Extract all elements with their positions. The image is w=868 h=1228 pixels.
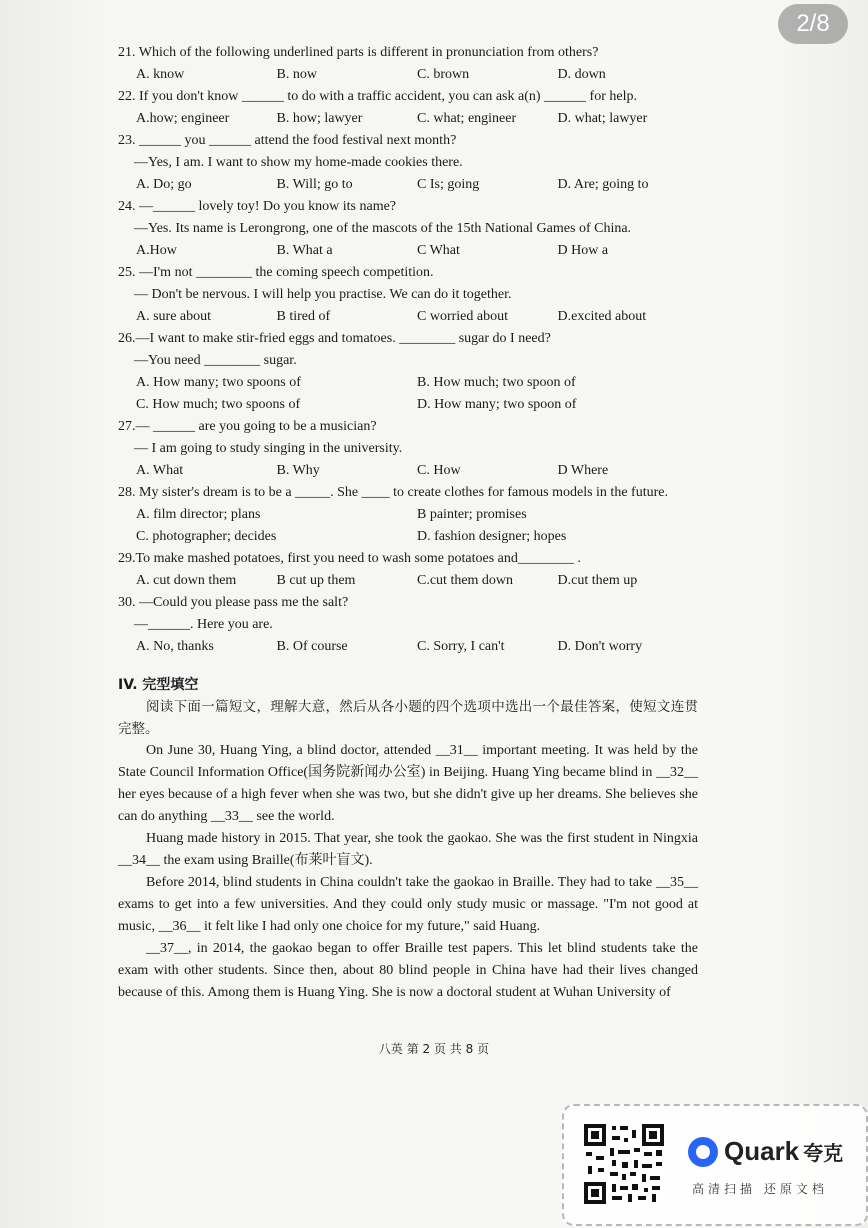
passage-paragraph: Before 2014, blind students in China couldn't take the gaokao in Braille. They had to take __35__ exams to get into a few universities. And they could only study music or massage. "I'm not good at music, __36__ it felt like I had only one choice for my future," said Huang.: [118, 875, 698, 934]
option: B tired of: [276, 309, 331, 324]
option: D How a: [557, 243, 609, 258]
question-26-options-row2: [118, 394, 698, 416]
option: D. Don't worry: [557, 639, 643, 654]
question-28: 28. My sister's dream is to be a _____. She ____ to create clothes for famous models in the future.: [118, 485, 668, 500]
question-27-options: [118, 460, 698, 482]
option: C. what; engineer: [417, 111, 517, 126]
question-23: 23. ______ you ______ attend the food festival next month?: [118, 133, 457, 148]
quark-scan-watermark[interactable]: [562, 1104, 868, 1226]
option: B. how; lawyer: [276, 111, 363, 126]
option: C What: [417, 243, 460, 258]
option: B. How much; two spoon of: [417, 375, 576, 390]
passage-paragraph: __37__, in 2014, the gaokao began to offer Braille test papers. This let blind students take the exam with other students. Since then, about 80 blind people in China have had their lives changed because of this. Among them is Huang Ying. She is now a doctoral student at Wuhan University of: [118, 941, 698, 1000]
quark-brand-name-cn: 夸克: [803, 1141, 844, 1165]
option: A. cut down them: [136, 573, 237, 588]
option: D. fashion designer; hopes: [417, 529, 567, 544]
option: B. What a: [276, 243, 333, 258]
question-21: 21. Which of the following underlined parts is different in pronunciation from others?: [118, 45, 599, 60]
question-29-options: [118, 570, 698, 592]
section-heading: IV. 完型填空: [118, 677, 199, 693]
question-30: 30. —Could you please pass me the salt?: [118, 595, 349, 610]
question-28-options-row2: [118, 526, 698, 548]
question-25: 25. —I'm not ________ the coming speech competition.: [118, 265, 434, 280]
option: C Is; going: [417, 177, 480, 192]
option: C.cut them down: [417, 573, 514, 588]
qr-code-icon: [582, 1122, 666, 1206]
option: D. How many; two spoon of: [417, 397, 577, 412]
page-indicator[interactable]: 2/8: [778, 4, 848, 44]
option: D.cut them up: [557, 573, 638, 588]
option: A.How: [136, 243, 177, 258]
option: C. Sorry, I can't: [417, 639, 505, 654]
exam-content: [118, 42, 698, 1004]
option: B. now: [276, 67, 317, 82]
option: C worried about: [417, 309, 508, 324]
question-28-options-row1: [118, 504, 698, 526]
option: D. what; lawyer: [557, 111, 648, 126]
question-24-options: [118, 240, 698, 262]
option: A. Do; go: [136, 177, 192, 192]
option: A. No, thanks: [136, 639, 214, 654]
question-23-reply: —Yes, I am. I want to show my home-made cookies there.: [134, 155, 463, 170]
question-26-reply: —You need ________ sugar.: [134, 353, 297, 368]
question-26-options-row1: [118, 372, 698, 394]
option: A.how; engineer: [136, 111, 230, 126]
question-29: 29.To make mashed potatoes, first you need to wash some potatoes and________ .: [118, 551, 581, 566]
option: A. How many; two spoons of: [136, 375, 301, 390]
option: D Where: [557, 463, 609, 478]
question-24-reply: —Yes. Its name is Lerongrong, one of the mascots of the 15th National Games of China.: [134, 221, 632, 236]
option: C. How: [417, 463, 461, 478]
quark-logo-icon: [688, 1137, 718, 1167]
section-instruction: 阅读下面一篇短文，理解大意，然后从各小题的四个选项中选出一个最佳答案，使短文连贯完整。: [118, 699, 698, 737]
question-30-options: [118, 636, 698, 658]
passage-paragraph: On June 30, Huang Ying, a blind doctor, attended __31__ important meeting. It was held by the State Council Information Office(国务院新闻办公室) in Beijing. Huang Ying became blind in __32__ her eyes because of a high fever when she was two, but she didn't give up her dreams. She believes she can do anything __33__ see the world.: [118, 743, 698, 824]
option: B painter; promises: [417, 507, 527, 522]
quark-brand-name: Quark: [724, 1136, 800, 1166]
option: A. film director; plans: [136, 507, 261, 522]
question-21-options: [118, 64, 698, 86]
option: B. Of course: [276, 639, 348, 654]
option: B. Will; go to: [276, 177, 353, 192]
question-27: 27.— ______ are you going to be a musician?: [118, 419, 377, 434]
option: C. photographer; decides: [136, 529, 277, 544]
option: D. down: [557, 67, 606, 82]
question-22: 22. If you don't know ______ to do with a traffic accident, you can ask a(n) ______ for help.: [118, 89, 637, 104]
option: B cut up them: [276, 573, 356, 588]
quark-brand: [688, 1136, 843, 1167]
option: D.excited about: [557, 309, 647, 324]
question-25-reply: — Don't be nervous. I will help you practise. We can do it together.: [134, 287, 512, 302]
option: A. sure about: [136, 309, 212, 324]
question-26: 26.—I want to make stir-fried eggs and tomatoes. ________ sugar do I need?: [118, 331, 551, 346]
question-22-options: [118, 108, 698, 130]
passage-paragraph: Huang made history in 2015. That year, she took the gaokao. She was the first student in Ningxia __34__ the exam using Braille(布莱叶盲文).: [118, 831, 698, 868]
option: B. Why: [276, 463, 320, 478]
page-footer: 八英 第 2 页 共 8 页: [378, 1042, 490, 1056]
question-24: 24. —______ lovely toy! Do you know its name?: [118, 199, 397, 214]
question-23-options: [118, 174, 698, 196]
question-25-options: [118, 306, 698, 328]
option: C. brown: [417, 67, 470, 82]
question-27-reply: — I am going to study singing in the university.: [134, 441, 403, 456]
option: A. What: [136, 463, 184, 478]
option: D. Are; going to: [557, 177, 649, 192]
option: C. How much; two spoons of: [136, 397, 301, 412]
question-30-reply: —______. Here you are.: [134, 617, 273, 632]
quark-tagline: 高清扫描 还原文档: [692, 1182, 828, 1196]
option: A. know: [136, 67, 185, 82]
